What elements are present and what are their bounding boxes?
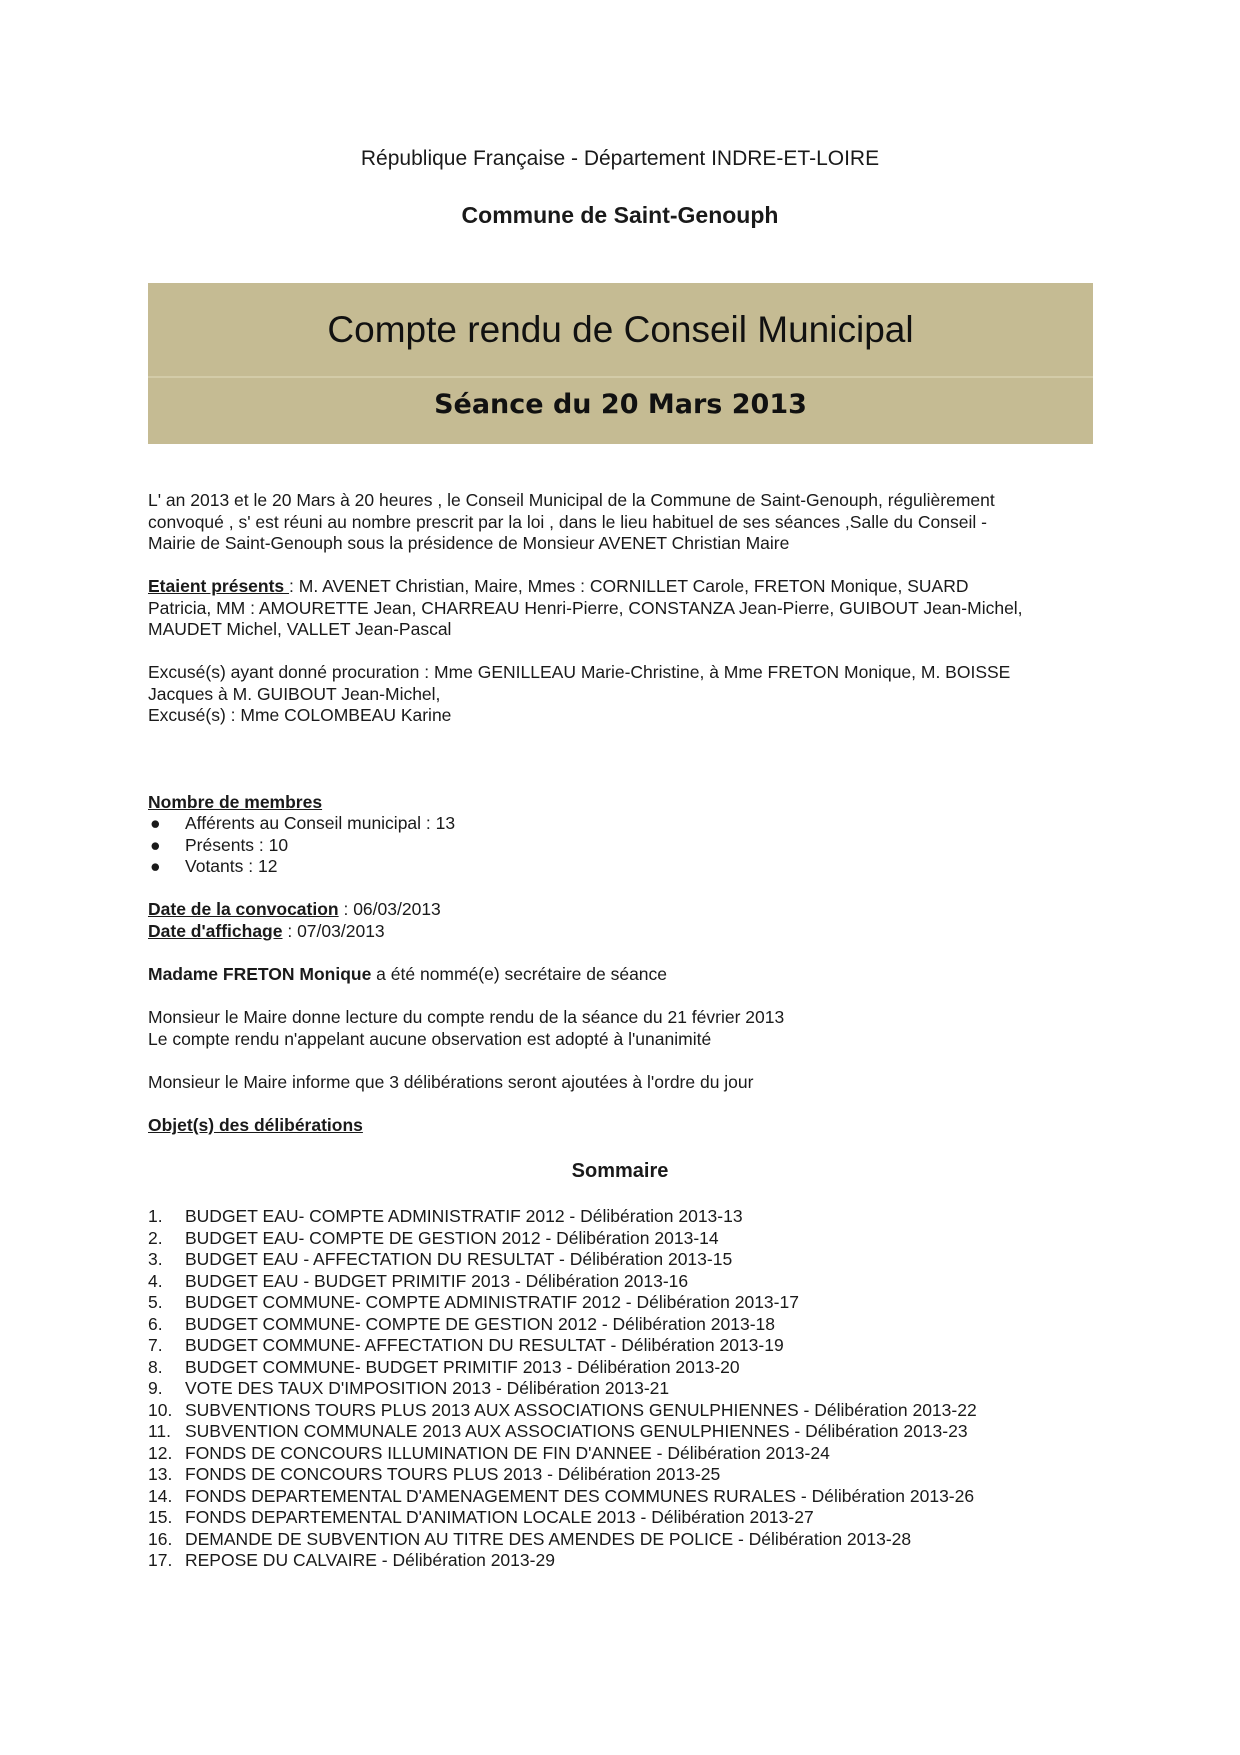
list-item: 16. DEMANDE DE SUBVENTION AU TITRE DES AMENDES DE POLICE - Délibération 2013-28: [148, 1528, 912, 1549]
presents-paragraph: [148, 576, 1108, 641]
members-title: Nombre de membres: [148, 792, 323, 812]
document-title: Compte rendu de Conseil Municipal: [327, 308, 914, 350]
secretary-text: a été nommé(e) secrétaire de séance: [371, 964, 668, 984]
excuses-line: Excusé(s) : Mme COLOMBEAU Karine: [148, 705, 452, 725]
intro-line: convoqué , s' est réuni au nombre prescrit par la loi , dans le lieu habituel de ses séances ,Salle du Conseil -: [148, 511, 987, 532]
excuses-line: Excusé(s) ayant donné procuration : Mme GENILLEAU Marie-Christine, à Mme FRETON Monique, M. BOISSE: [148, 662, 1011, 682]
reading-line: Le compte rendu n'appelant aucune observation est adopté à l'unanimité: [148, 1028, 712, 1049]
list-item: ● Afférents au Conseil municipal : 13: [150, 813, 456, 833]
list-item: ● Votants : 12: [150, 856, 278, 876]
objets-heading: [148, 1115, 1108, 1137]
affichage-value: : 07/03/2013: [282, 920, 385, 941]
members-heading: [148, 792, 1108, 814]
members-list: [148, 813, 1048, 878]
list-item: 1. BUDGET EAU- COMPTE ADMINISTRATIF 2012 - Délibération 2013-13: [148, 1206, 743, 1226]
list-item: 3. BUDGET EAU - AFFECTATION DU RESULTAT - Délibération 2013-15: [148, 1249, 733, 1269]
affichage-label: Date d'affichage: [148, 920, 283, 941]
convocation-label: Date de la convocation: [148, 899, 339, 919]
additions-paragraph: [148, 1072, 1108, 1094]
reading-paragraph: [148, 1007, 1108, 1050]
list-item: 4. BUDGET EAU - BUDGET PRIMITIF 2013 - Délibération 2013-16: [148, 1270, 689, 1291]
list-item: 5. BUDGET COMMUNE- COMPTE ADMINISTRATIF 2012 - Délibération 2013-17: [148, 1292, 799, 1312]
banner-divider: [148, 376, 1093, 378]
title-banner: [148, 283, 1093, 444]
intro-line: Mairie de Saint-Genouph sous la présidence de Monsieur AVENET Christian Maire: [148, 533, 790, 553]
bullet-icon: ●: [150, 834, 161, 855]
bullet-icon: ●: [150, 813, 161, 833]
objets-title: Objet(s) des délibérations: [148, 1115, 363, 1135]
list-item: 17. REPOSE DU CALVAIRE - Délibération 2013-29: [148, 1550, 555, 1570]
presents-line: MAUDET Michel, VALLET Jean-Pascal: [148, 619, 452, 639]
sommaire-list: [148, 1206, 1108, 1572]
list-item: 13. FONDS DE CONCOURS TOURS PLUS 2013 - Délibération 2013-25: [148, 1464, 721, 1484]
commune-heading: Commune de Saint-Genouph: [461, 202, 779, 228]
list-item: 11. SUBVENTION COMMUNALE 2013 AUX ASSOCIATIONS GENULPHIENNES - Délibération 2013-23: [148, 1421, 968, 1441]
presents-line: : M. AVENET Christian, Maire, Mmes : CORNILLET Carole, FRETON Monique, SUARD: [289, 576, 969, 596]
republic-heading: République Française - Département INDRE-ET-LOIRE: [360, 147, 880, 170]
list-item: 9. VOTE DES TAUX D'IMPOSITION 2013 - Délibération 2013-21: [148, 1378, 670, 1398]
sommaire-title: Sommaire: [571, 1160, 669, 1182]
bullet-icon: ●: [150, 856, 161, 876]
additions-line: Monsieur le Maire informe que 3 délibérations seront ajoutées à l'ordre du jour: [148, 1072, 754, 1092]
list-item: 8. BUDGET COMMUNE- BUDGET PRIMITIF 2013 - Délibération 2013-20: [148, 1356, 740, 1377]
session-date-title: Séance du 20 Mars 2013: [434, 388, 807, 420]
list-item: 2. BUDGET EAU- COMPTE DE GESTION 2012 - Délibération 2013-14: [148, 1227, 719, 1248]
intro-line: L' an 2013 et le 20 Mars à 20 heures , le Conseil Municipal de la Commune de Saint-Genouph, régulièrement: [148, 490, 995, 510]
list-item: 10. SUBVENTIONS TOURS PLUS 2013 AUX ASSOCIATIONS GENULPHIENNES - Délibération 2013-22: [148, 1399, 977, 1420]
secretary-line: [148, 964, 1108, 986]
presents-line: Patricia, MM : AMOURETTE Jean, CHARREAU Henri-Pierre, CONSTANZA Jean-Pierre, GUIBOUT Jean-Michel,: [148, 597, 1023, 618]
excuses-line: Jacques à M. GUIBOUT Jean-Michel,: [148, 683, 441, 704]
dates-block: [148, 899, 1108, 942]
list-item: ● Présents : 10: [150, 834, 289, 855]
presents-label: Etaient présents: [148, 576, 290, 596]
intro-paragraph: [148, 490, 1108, 555]
list-item: 15. FONDS DEPARTEMENTAL D'ANIMATION LOCALE 2013 - Délibération 2013-27: [148, 1507, 814, 1527]
reading-line: Monsieur le Maire donne lecture du compte rendu de la séance du 21 février 2013: [148, 1007, 785, 1027]
secretary-name: Madame FRETON Monique: [148, 964, 372, 984]
excuses-paragraph: [148, 662, 1108, 727]
list-item: 6. BUDGET COMMUNE- COMPTE DE GESTION 2012 - Délibération 2013-18: [148, 1313, 775, 1334]
convocation-value: : 06/03/2013: [338, 899, 441, 919]
list-item: 14. FONDS DEPARTEMENTAL D'AMENAGEMENT DES COMMUNES RURALES - Délibération 2013-26: [148, 1485, 975, 1506]
list-item: 12. FONDS DE CONCOURS ILLUMINATION DE FIN D'ANNEE - Délibération 2013-24: [148, 1442, 830, 1463]
list-item: 7. BUDGET COMMUNE- AFFECTATION DU RESULTAT - Délibération 2013-19: [148, 1335, 784, 1355]
